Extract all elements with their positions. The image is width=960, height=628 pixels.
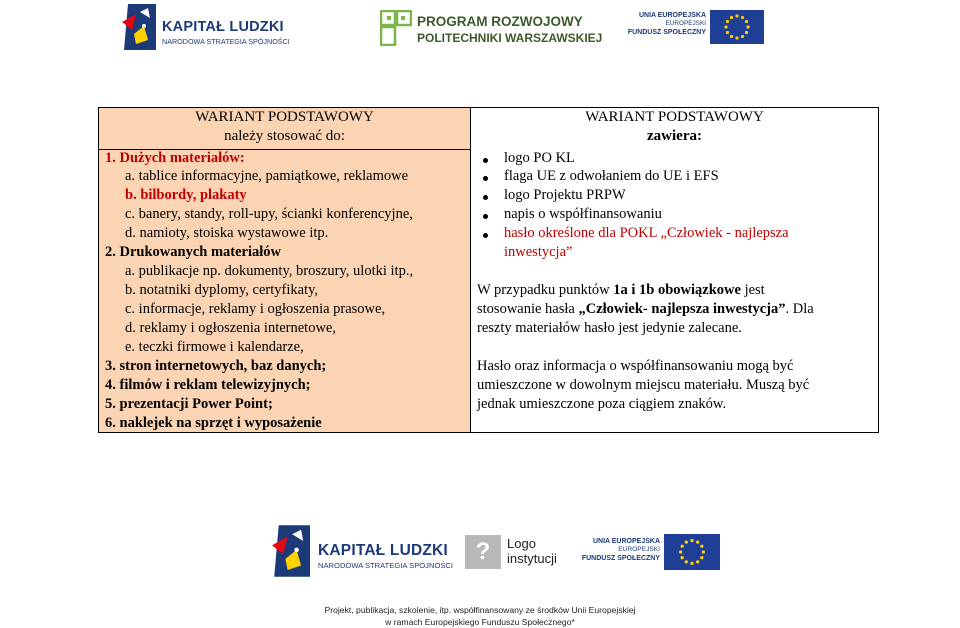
left-header-title: WARIANT PODSTAWOWY	[195, 109, 374, 125]
institution-logo-placeholder	[465, 533, 570, 573]
eu-union-label: UNIA EUROPEJSKA	[592, 538, 660, 545]
para1-text: . Dla	[785, 301, 814, 317]
bullet-text: napis o współfinansowaniu	[504, 206, 662, 222]
list-item-5: 5. prezentacji Power Point;	[105, 396, 273, 412]
para2-line2: umieszczone w dowolnym miejscu materiału. Muszą być	[477, 377, 810, 393]
list-item-1b: b. bilbordy, plakaty	[125, 187, 247, 203]
list-item-2a: a. publikacje np. dokumenty, broszury, ulotki itp.,	[125, 263, 414, 279]
kapital-ludzki-title: KAPITAŁ LUDZKI	[162, 19, 284, 35]
eu-text	[582, 538, 660, 563]
prpw-logo	[380, 8, 603, 52]
kapital-ludzki-subtitle: NARODOWA STRATEGIA SPÓJNOŚCI	[162, 37, 290, 46]
list-item-4: 4. filmów i reklam telewizyjnych;	[105, 377, 311, 393]
para1-line1	[477, 282, 765, 299]
bullet-dot-icon	[483, 214, 488, 219]
bullet-text: hasło określone dla POKL „Człowiek - najlepsza	[504, 225, 789, 241]
list-item-1d: d. namioty, stoiska wystawowe itp.	[125, 225, 329, 241]
bullet-text: logo Projektu PRPW	[504, 187, 626, 203]
kapital-ludzki-logo-bottom	[272, 525, 454, 581]
list-item-1a: a. tablice informacyjne, pamiątkowe, reklamowe	[125, 168, 409, 184]
para1-emphasis: 1a i 1b obowiązkowe	[613, 282, 741, 298]
bullet-text: logo PO KL	[504, 150, 575, 166]
bullet-item-3	[477, 187, 626, 204]
footer-line-1: Projekt, publikacja, szkolenie, itp. współfinansowany ze środków Unii Europejskiej	[324, 605, 636, 615]
para1-text: stosowanie hasła	[477, 301, 579, 317]
list-item-2c: c. informacje, reklamy i ogłoszenia prasowe,	[125, 301, 386, 317]
kapital-ludzki-subtitle: NARODOWA STRATEGIA SPÓJNOŚCI	[318, 561, 454, 570]
bullet-item-1	[477, 150, 575, 167]
left-header-subtitle: należy stosować do:	[224, 128, 345, 144]
variant-table	[98, 107, 879, 433]
para2-line1: Hasło oraz informacja o współfinansowaniu mogą być	[477, 358, 794, 374]
bullet-item-5	[477, 225, 789, 242]
para1-line2	[477, 301, 814, 318]
list-item-6: 6. naklejek na sprzęt i wyposażenie	[105, 415, 322, 431]
bullet-dot-icon	[483, 176, 488, 181]
list-item-2d: d. reklamy i ogłoszenia internetowe,	[125, 320, 336, 336]
eu-european-label: EUROPEJSKI	[665, 20, 706, 28]
list-item-2e: e. teczki firmowe i kalendarze,	[125, 339, 304, 355]
kapital-ludzki-logo-top	[122, 4, 290, 54]
institution-label	[507, 536, 557, 566]
eu-logo-bottom	[580, 534, 720, 572]
eu-union-label: UNIA EUROPEJSKA	[638, 12, 706, 19]
institution-label-line2: instytucji	[507, 551, 557, 566]
list-item-3: 3. stron internetowych, baz danych;	[105, 358, 327, 374]
kapital-ludzki-title: KAPITAŁ LUDZKI	[318, 542, 448, 559]
eu-fund-label: FUNDUSZ SPOŁECZNY	[581, 554, 660, 562]
eu-fund-label: FUNDUSZ SPOŁECZNY	[627, 28, 706, 36]
bullet-item-5-continuation: inwestycja”	[504, 244, 573, 260]
list-item-1: 1. Dużych materiałów:	[105, 150, 245, 166]
kapital-ludzki-emblem-icon	[272, 525, 310, 577]
prpw-logo-icon	[380, 10, 412, 46]
eu-european-label: EUROPEJSKI	[618, 546, 660, 554]
list-item-2: 2. Drukowanych materiałów	[105, 244, 282, 260]
para2-line3: jednak umieszczone poza ciągiem znaków.	[477, 396, 727, 412]
eu-flag-icon	[710, 10, 764, 44]
bullet-item-2	[477, 168, 719, 185]
bullet-item-4	[477, 206, 662, 223]
para1-text: W przypadku punktów	[477, 282, 614, 298]
bullet-text: flaga UE z odwołaniem do UE i EFS	[504, 168, 719, 184]
list-item-2b: b. notatniki dyplomy, certyfikaty,	[125, 282, 319, 298]
eu-text	[628, 12, 706, 37]
right-header-title: WARIANT PODSTAWOWY	[585, 109, 764, 125]
right-header-subtitle: zawiera:	[647, 128, 702, 144]
eu-flag-icon	[664, 534, 720, 570]
kapital-ludzki-emblem-icon	[122, 4, 156, 50]
prpw-subtitle: POLITECHNIKI WARSZAWSKIEJ	[417, 31, 603, 45]
para1-text: jest	[740, 282, 765, 298]
para1-line3: reszty materiałów hasło jest jedynie zalecane.	[477, 320, 742, 336]
bullet-dot-icon	[483, 158, 488, 163]
list-item-1c: c. banery, standy, roll-upy, ścianki konferencyjne,	[125, 206, 413, 222]
institution-label-line1: Logo	[507, 536, 536, 551]
eu-logo-top	[627, 10, 764, 44]
question-mark-icon: ?	[465, 535, 501, 569]
prpw-title: PROGRAM ROZWOJOWY	[417, 14, 583, 29]
footer-line-2: w ramach Europejskiego Funduszu Społecznego*	[385, 617, 575, 627]
para1-slogan: „Człowiek- najlepsza inwestycja”	[578, 301, 786, 317]
right-column	[471, 108, 878, 432]
left-column	[99, 108, 471, 432]
bullet-dot-icon	[483, 233, 488, 238]
bullet-dot-icon	[483, 195, 488, 200]
